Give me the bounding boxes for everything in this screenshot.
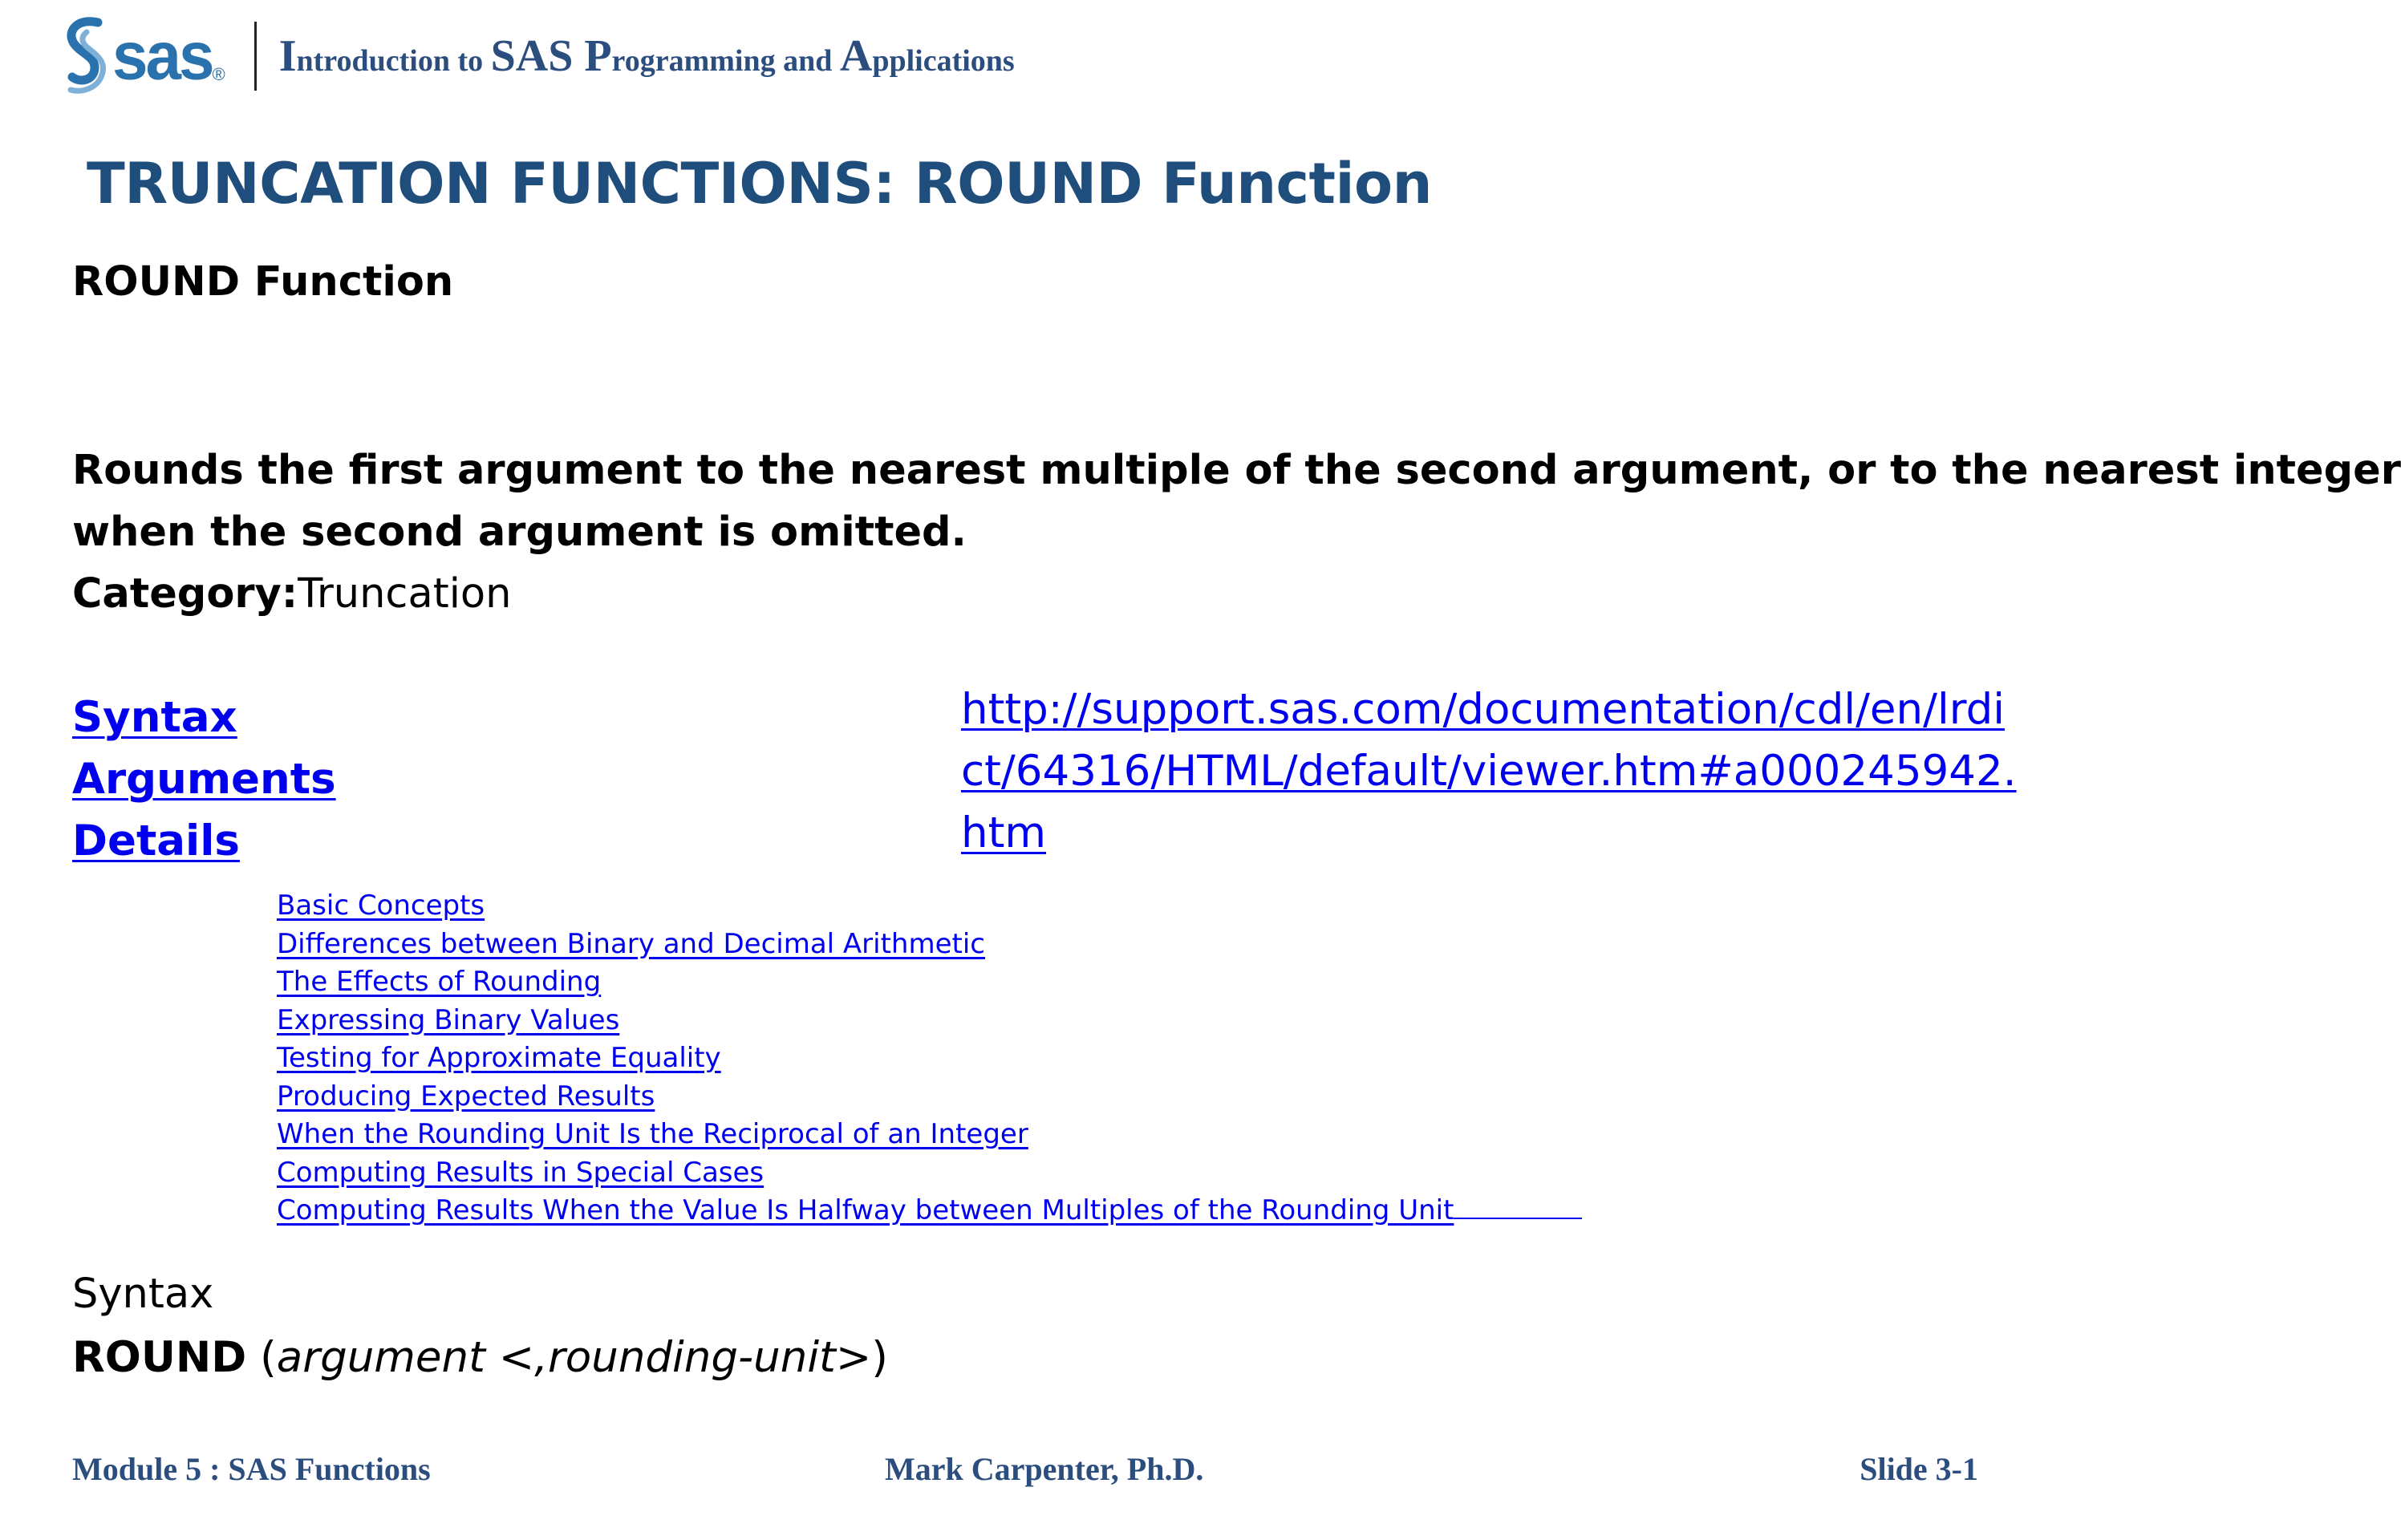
sublink-reciprocal-integer[interactable]: When the Rounding Unit Is the Reciprocal of an Integer (277, 1118, 1028, 1150)
sublink-binary-decimal[interactable]: Differences between Binary and Decimal Arithmetic (277, 927, 985, 960)
syntax-link[interactable]: Syntax (72, 693, 237, 742)
function-description (72, 440, 2401, 625)
sublink-special-cases[interactable]: Computing Results in Special Cases (277, 1156, 765, 1189)
category-label: Category: (72, 570, 298, 618)
sublink-approximate-equality[interactable]: Testing for Approximate Equality (277, 1042, 721, 1074)
syntax-label: Syntax (72, 1270, 214, 1318)
syntax-close-paren: ) (871, 1333, 888, 1382)
logo-wordmark: sas (112, 18, 213, 94)
description-line: Rounds the first argument to the nearest multiple of the second argument, or to the nearest integer (72, 447, 2401, 494)
footer-slide-number: Slide 3-1 (1860, 1451, 1978, 1487)
registered-mark: ® (212, 64, 225, 84)
description-line: when the second argument is omitted. (72, 509, 967, 556)
footer (0, 1450, 2054, 1498)
sublink-effects-rounding[interactable]: The Effects of Rounding (277, 966, 602, 998)
category-value: Truncation (298, 570, 512, 618)
syntax-function-name: ROUND (72, 1333, 247, 1382)
details-link[interactable]: Details (72, 817, 240, 865)
header (63, 16, 1015, 96)
sublink-basic-concepts[interactable]: Basic Concepts (277, 890, 485, 922)
course-title-part: SAS P (490, 31, 612, 81)
last-sublink-row (277, 1192, 1582, 1230)
section-links (72, 687, 336, 872)
category-row (72, 563, 2054, 625)
sas-logo (63, 16, 225, 96)
sublink-expressing-binary[interactable]: Expressing Binary Values (277, 1003, 620, 1036)
course-title-part: rogramming and (611, 44, 840, 78)
course-title (278, 31, 1015, 81)
documentation-url-link[interactable]: http://support.sas.com/documentation/cdl/en/lrdict/64316/HTML/default/viewer.htm#a000245942.htm (961, 685, 2017, 857)
course-title-part: pplications (872, 44, 1015, 78)
footer-author: Mark Carpenter, Ph.D. (885, 1451, 1204, 1487)
slide-title: TRUNCATION FUNCTIONS: ROUND Function (87, 151, 1432, 217)
sas-swirl-icon (63, 16, 111, 96)
header-divider (254, 22, 257, 91)
sublink-halfway[interactable]: Computing Results When the Value Is Halfway between Multiples of the Rounding Unit (277, 1194, 1454, 1226)
syntax-statement (72, 1333, 888, 1382)
arguments-link[interactable]: Arguments (72, 755, 336, 804)
course-title-part: ntroduction to (296, 44, 491, 78)
course-title-part: I (278, 31, 297, 81)
function-heading: ROUND Function (72, 258, 454, 306)
details-sublinks (277, 887, 1582, 1230)
syntax-arguments: argument <,rounding-unit> (276, 1333, 872, 1382)
course-title-part: A (839, 31, 873, 81)
underline-tail (1454, 1217, 1582, 1219)
footer-module: Module 5 : SAS Functions (72, 1451, 431, 1487)
sublink-expected-results[interactable]: Producing Expected Results (277, 1080, 655, 1112)
syntax-open-paren: ( (246, 1333, 277, 1382)
